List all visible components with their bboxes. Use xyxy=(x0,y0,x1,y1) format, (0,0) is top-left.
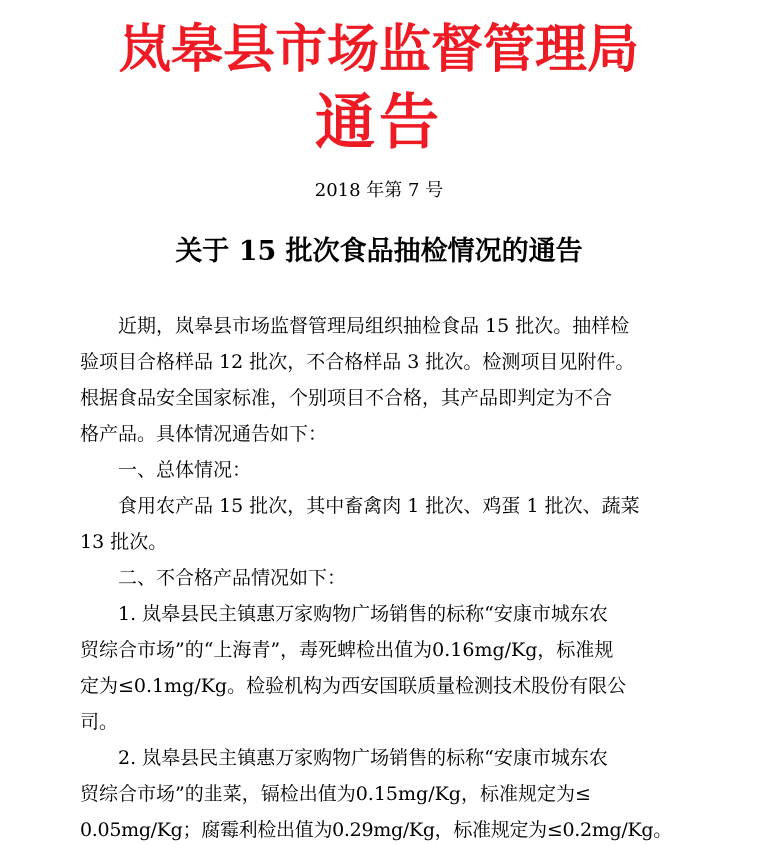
body-line: 司。 xyxy=(80,711,119,733)
body-line: 近期，岚皋县市场监督管理局组织抽检食品 15 批次。抽样检 xyxy=(80,315,630,337)
notice-title: 关于 15 批次食品抽检情况的通告 xyxy=(175,236,583,267)
body-line: 根据食品安全国家标准，个别项目不合格，其产品即判定为不合 xyxy=(80,387,613,409)
body-line: 贸综合市场”的“上海青”，毒死蜱检出值为0.16mg/Kg，标准规 xyxy=(80,639,614,661)
document-number: 2018 年第 7 号 xyxy=(314,180,444,201)
body-line: 定为≤0.1mg/Kg。检验机构为西安国联质量检测技术股份有限公 xyxy=(80,675,627,697)
agency-name: 岚皋县市场监督管理局 xyxy=(118,19,639,80)
body-line: 1. 岚皋县民主镇惠万家购物广场销售的标称“安康市城东农 xyxy=(80,603,608,625)
body-line: 验项目合格样品 12 批次，不合格样品 3 批次。检测项目见附件。 xyxy=(80,351,635,373)
body-line: 13 批次。 xyxy=(80,531,168,553)
body-line: 贸综合市场”的韭菜，镉检出值为0.15mg/Kg，标准规定为≤ xyxy=(80,783,591,805)
body-line: 0.05mg/Kg；腐霉利检出值为0.29mg/Kg，标准规定为≤0.2mg/Kg。 xyxy=(80,819,672,841)
section-heading-overview: 一、总体情况： xyxy=(80,459,252,481)
body-line: 食用农产品 15 批次，其中畜禽肉 1 批次、鸡蛋 1 批次、蔬菜 xyxy=(80,495,640,517)
section-heading-nonconforming: 二、不合格产品情况如下： xyxy=(80,567,347,589)
body-line: 格产品。具体情况通告如下： xyxy=(80,423,328,445)
body-line: 2. 岚皋县民主镇惠万家购物广场销售的标称“安康市城东农 xyxy=(80,747,608,769)
notice-heading: 通告 xyxy=(315,88,443,158)
notice-body xyxy=(80,308,690,846)
